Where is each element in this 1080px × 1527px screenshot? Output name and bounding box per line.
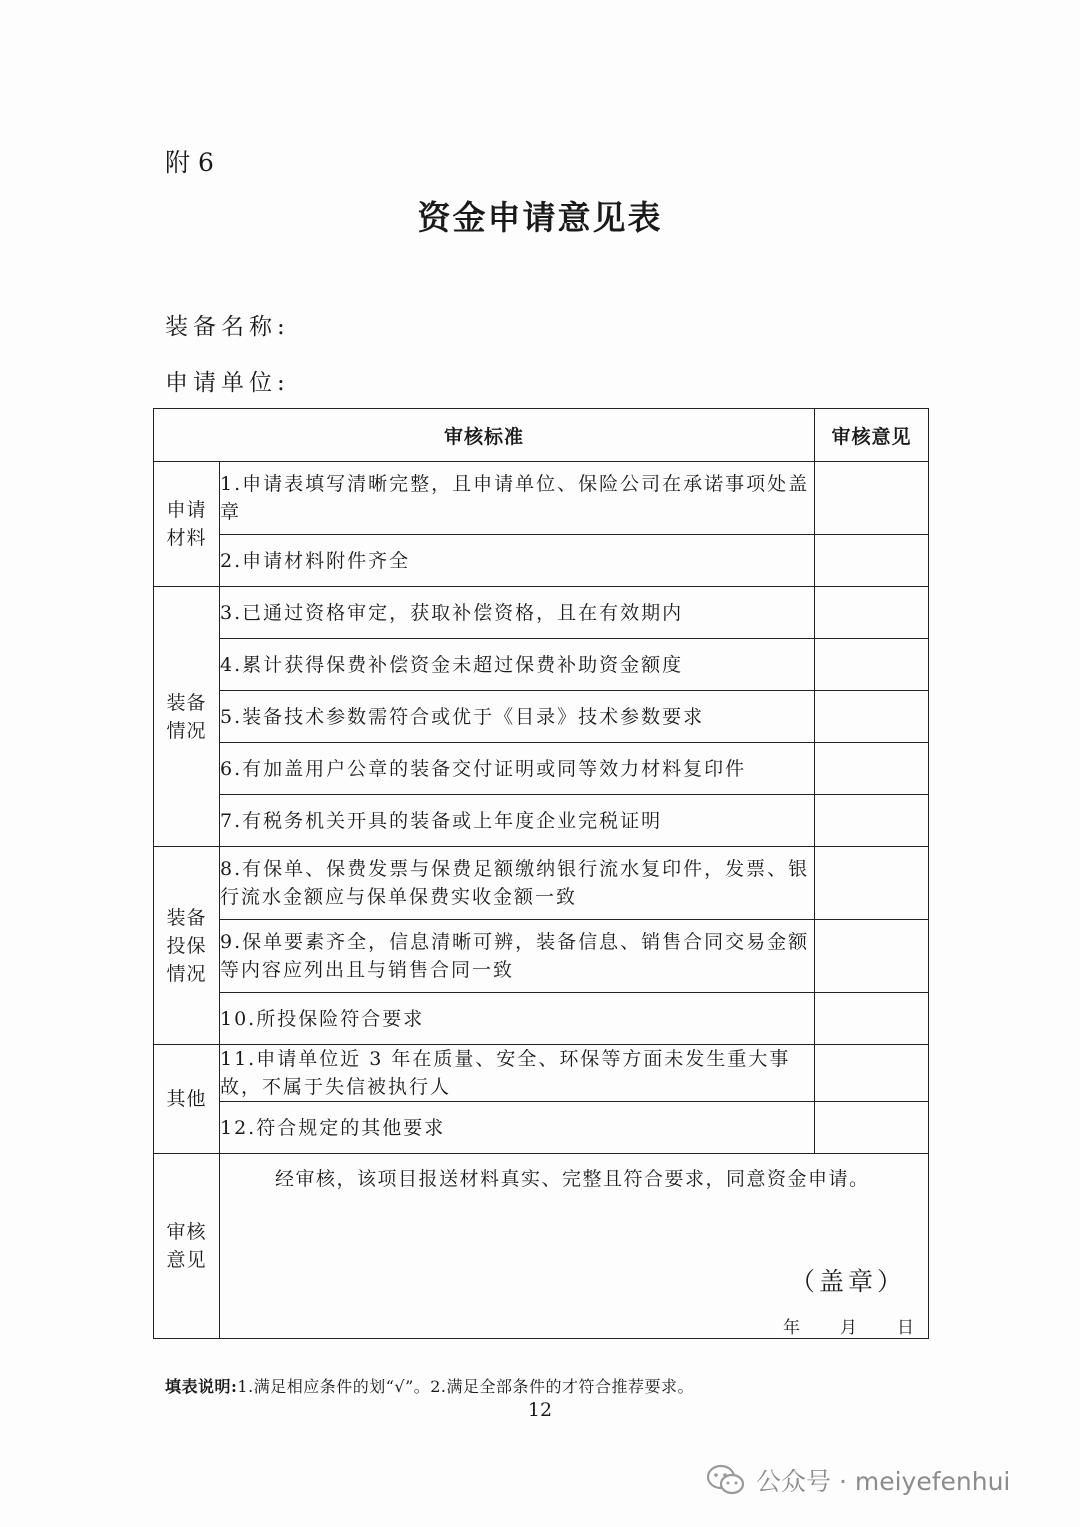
criterion-3: 3.已通过资格审定，获取补偿资格，且在有效期内 <box>220 587 815 639</box>
criterion-9: 9.保单要素齐全，信息清晰可辨，装备信息、销售合同交易金额等内容应列出且与销售合同一致 <box>220 920 815 993</box>
criterion-2: 2.申请材料附件齐全 <box>220 535 815 587</box>
table-row <box>154 795 929 847</box>
fill-instructions <box>165 1374 694 1397</box>
review-opinion-cell[interactable] <box>220 1154 929 1339</box>
equipment-name-label: 装备名称: <box>165 314 290 340</box>
criterion-11: 11.申请单位近 3 年在质量、安全、环保等方面未发生重大事故，不属于失信被执行人 <box>220 1045 815 1102</box>
criterion-12: 12.符合规定的其他要求 <box>220 1102 815 1154</box>
watermark <box>706 1462 1010 1498</box>
opinion-cell-6[interactable] <box>815 743 929 795</box>
watermark-text: 公众号 · meiyefenhui <box>756 1467 1011 1496</box>
date-line <box>743 1313 914 1338</box>
table-row <box>154 691 929 743</box>
opinion-cell-10[interactable] <box>815 993 929 1045</box>
page-title: 资金申请意见表 <box>417 198 663 237</box>
group-label: 审核 意见 <box>166 1221 207 1271</box>
fill-instructions-label: 填表说明: <box>165 1377 238 1396</box>
opinion-cell-4[interactable] <box>815 639 929 691</box>
page-number: 12 <box>527 1399 553 1421</box>
criterion-1: 1.申请表填写清晰完整，且申请单位、保险公司在承诺事项处盖章 <box>220 462 815 535</box>
criterion-4: 4.累计获得保费补偿资金未超过保费补助资金额度 <box>220 639 815 691</box>
header-standard: 审核标准 <box>154 409 815 462</box>
opinion-cell-1[interactable] <box>815 462 929 535</box>
table-row <box>154 587 929 639</box>
opinion-cell-12[interactable] <box>815 1102 929 1154</box>
seal-placeholder: （盖章） <box>790 1267 907 1296</box>
review-row <box>154 1154 929 1339</box>
table-row <box>154 847 929 920</box>
group-label: 其他 <box>166 1088 207 1110</box>
group-insurance <box>154 847 220 1045</box>
date-month: 月 <box>840 1318 858 1338</box>
opinion-cell-9[interactable] <box>815 920 929 993</box>
criterion-6: 6.有加盖用户公章的装备交付证明或同等效力材料复印件 <box>220 743 815 795</box>
table-row <box>154 920 929 993</box>
review-table <box>153 408 929 1339</box>
opinion-cell-8[interactable] <box>815 847 929 920</box>
wechat-icon <box>706 1463 746 1497</box>
group-review <box>154 1154 220 1339</box>
criterion-8: 8.有保单、保费发票与保费足额缴纳银行流水复印件，发票、银行流水金额应与保单保费实收金额一致 <box>220 847 815 920</box>
group-equipment <box>154 587 220 847</box>
criterion-7: 7.有税务机关开具的装备或上年度企业完税证明 <box>220 795 815 847</box>
table-header-row <box>154 409 929 462</box>
table-row <box>154 535 929 587</box>
opinion-cell-5[interactable] <box>815 691 929 743</box>
group-label: 装备 投保 情况 <box>166 906 207 985</box>
table-row <box>154 639 929 691</box>
annex-label: 附 6 <box>165 148 214 177</box>
review-statement: 经审核，该项目报送材料真实、完整且符合要求，同意资金申请。 <box>275 1168 870 1190</box>
applicant-unit-label: 申请单位: <box>165 370 290 396</box>
table-row <box>154 1045 929 1102</box>
opinion-cell-11[interactable] <box>815 1045 929 1102</box>
table-row <box>154 462 929 535</box>
table-row <box>154 1102 929 1154</box>
date-year: 年 <box>783 1318 801 1338</box>
fill-instructions-text: 1.满足相应条件的划“√”。2.满足全部条件的才符合推荐要求。 <box>237 1377 695 1396</box>
opinion-cell-2[interactable] <box>815 535 929 587</box>
group-label: 装备 情况 <box>166 691 207 742</box>
header-opinion: 审核意见 <box>815 409 929 462</box>
group-other <box>154 1045 220 1154</box>
date-day: 日 <box>897 1318 915 1338</box>
group-materials <box>154 462 220 587</box>
criterion-5: 5.装备技术参数需符合或优于《目录》技术参数要求 <box>220 691 815 743</box>
opinion-cell-3[interactable] <box>815 587 929 639</box>
table-row <box>154 743 929 795</box>
table-row <box>154 993 929 1045</box>
criterion-10: 10.所投保险符合要求 <box>220 993 815 1045</box>
group-label: 申请 材料 <box>166 499 207 549</box>
opinion-cell-7[interactable] <box>815 795 929 847</box>
